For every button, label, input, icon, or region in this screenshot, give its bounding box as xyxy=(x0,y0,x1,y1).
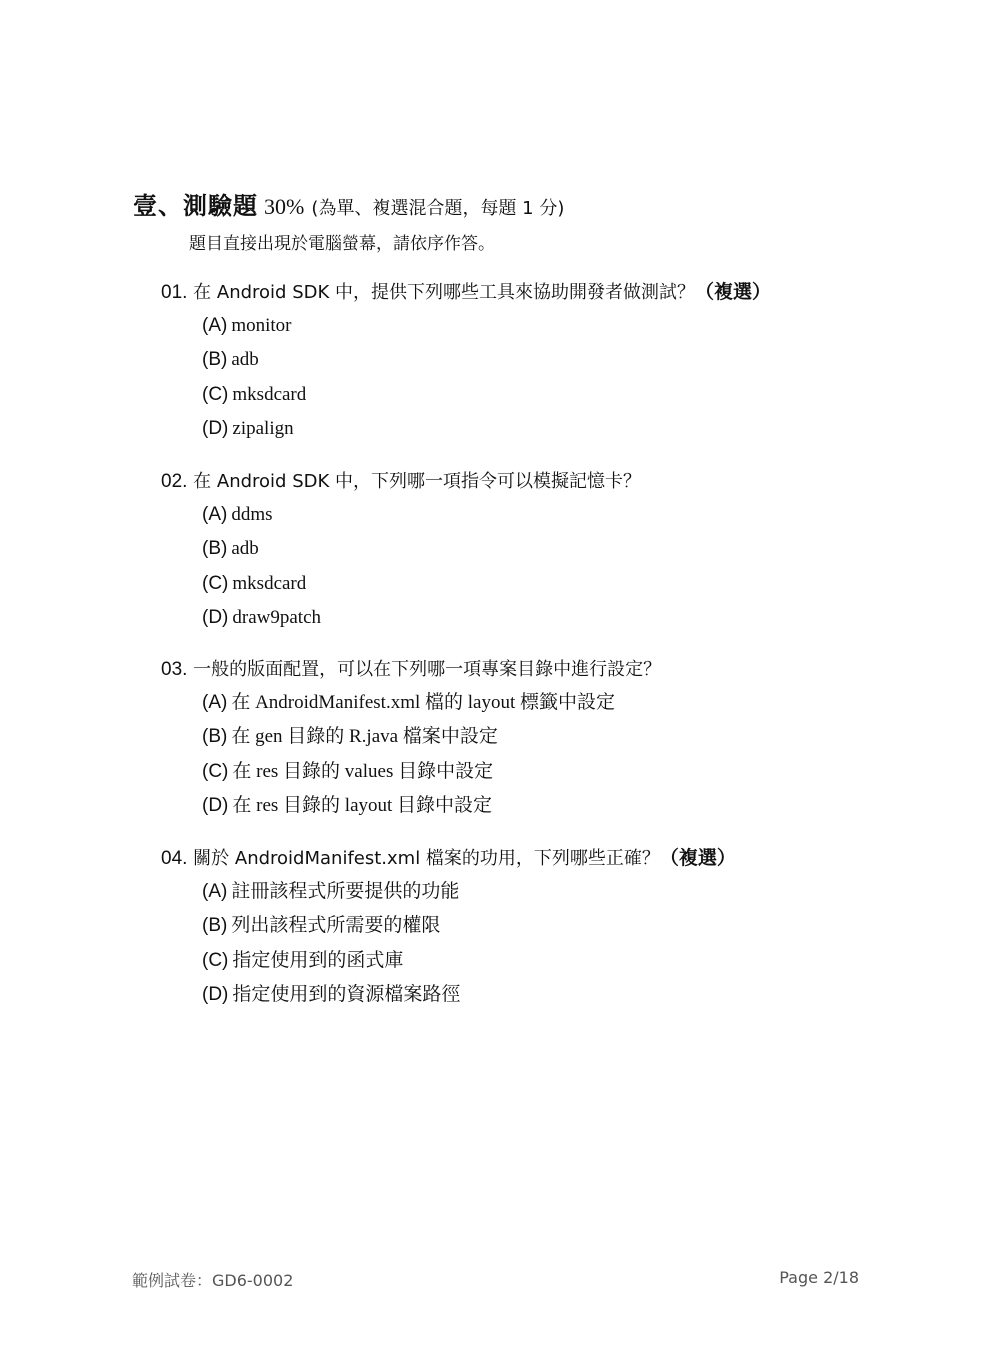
question-text: 一般的版面配置，可以在下列哪一項專案目錄中進行設定？ xyxy=(193,659,662,680)
question-number: 03. xyxy=(161,659,188,680)
option-d[interactable] xyxy=(161,789,661,823)
option-text: draw9patch xyxy=(232,606,322,628)
option-letter: (D) xyxy=(202,606,229,628)
option-letter: (A) xyxy=(202,881,228,902)
section-note: (為單、複選混合題，每題 1 分) xyxy=(311,198,565,219)
option-d[interactable] xyxy=(161,412,771,446)
option-letter: (B) xyxy=(202,915,228,937)
option-text: adb xyxy=(231,538,259,560)
section-title: 壹、測驗題 xyxy=(133,192,258,220)
option-text: mksdcard xyxy=(232,572,307,594)
option-letter: (C) xyxy=(202,383,229,405)
option-text: 在 AndroidManifest.xml 檔的 layout 標籤中設定 xyxy=(231,692,615,713)
question-number: 02. xyxy=(161,471,188,492)
question-4 xyxy=(161,841,736,1012)
question-number: 04. xyxy=(161,848,188,869)
option-c[interactable] xyxy=(161,567,641,601)
option-text: 在 res 目錄的 layout 目錄中設定 xyxy=(232,794,493,816)
option-list xyxy=(161,686,661,823)
option-letter: (D) xyxy=(202,794,229,816)
option-list xyxy=(161,498,641,635)
option-text: 在 res 目錄的 values 目錄中設定 xyxy=(232,760,494,782)
option-letter: (A) xyxy=(202,504,228,525)
question-3 xyxy=(161,652,661,823)
question-tag: （複選） xyxy=(695,281,772,303)
question-stem xyxy=(161,841,736,875)
question-tag: （複選） xyxy=(659,847,736,869)
option-letter: (D) xyxy=(202,983,229,1005)
option-text: zipalign xyxy=(232,417,294,439)
question-text: 在 Android SDK 中，提供下列哪些工具來協助開發者做測試？ xyxy=(193,282,696,303)
option-letter: (D) xyxy=(202,417,229,439)
option-letter: (B) xyxy=(202,726,228,748)
option-letter: (A) xyxy=(202,692,228,713)
question-stem xyxy=(161,275,771,309)
footer-exam-code: 範例試卷：GD6-0002 xyxy=(132,1271,294,1290)
instruction-text: 題目直接出現於電腦螢幕，請依序作答。 xyxy=(189,234,495,254)
option-text: 在 gen 目錄的 R.java 檔案中設定 xyxy=(231,726,498,748)
option-letter: (C) xyxy=(202,572,229,594)
question-stem xyxy=(161,652,661,686)
question-number: 01. xyxy=(161,282,188,303)
option-text: mksdcard xyxy=(232,383,307,405)
option-a[interactable] xyxy=(161,686,661,720)
section-percent: 30% xyxy=(264,194,305,219)
option-b[interactable] xyxy=(161,909,736,943)
option-text: 指定使用到的函式庫 xyxy=(232,949,404,971)
option-c[interactable] xyxy=(161,755,661,789)
option-a[interactable] xyxy=(161,309,771,343)
option-c[interactable] xyxy=(161,378,771,412)
option-c[interactable] xyxy=(161,944,736,978)
option-text: 列出該程式所需要的權限 xyxy=(231,915,441,937)
option-letter: (B) xyxy=(202,349,228,371)
option-letter: (B) xyxy=(202,538,228,560)
option-d[interactable] xyxy=(161,601,641,635)
option-letter: (A) xyxy=(202,315,228,336)
option-text: 註冊該程式所要提供的功能 xyxy=(231,881,460,902)
option-text: ddms xyxy=(231,504,273,525)
option-b[interactable] xyxy=(161,720,661,754)
option-text: monitor xyxy=(231,315,292,336)
option-list xyxy=(161,309,771,446)
question-stem xyxy=(161,464,641,498)
question-2 xyxy=(161,464,641,635)
option-letter: (C) xyxy=(202,760,229,782)
option-list xyxy=(161,875,736,1012)
option-d[interactable] xyxy=(161,978,736,1012)
option-text: 指定使用到的資源檔案路徑 xyxy=(232,983,461,1005)
option-text: adb xyxy=(231,349,259,371)
option-letter: (C) xyxy=(202,949,229,971)
question-1 xyxy=(161,275,771,446)
option-a[interactable] xyxy=(161,875,736,909)
question-text: 關於 AndroidManifest.xml 檔案的功用，下列哪些正確？ xyxy=(193,848,660,869)
option-b[interactable] xyxy=(161,343,771,377)
footer-page-number: Page 2/18 xyxy=(779,1268,859,1287)
question-text: 在 Android SDK 中，下列哪一項指令可以模擬記憶卡？ xyxy=(193,471,642,492)
option-b[interactable] xyxy=(161,532,641,566)
section-heading xyxy=(133,186,564,221)
option-a[interactable] xyxy=(161,498,641,532)
